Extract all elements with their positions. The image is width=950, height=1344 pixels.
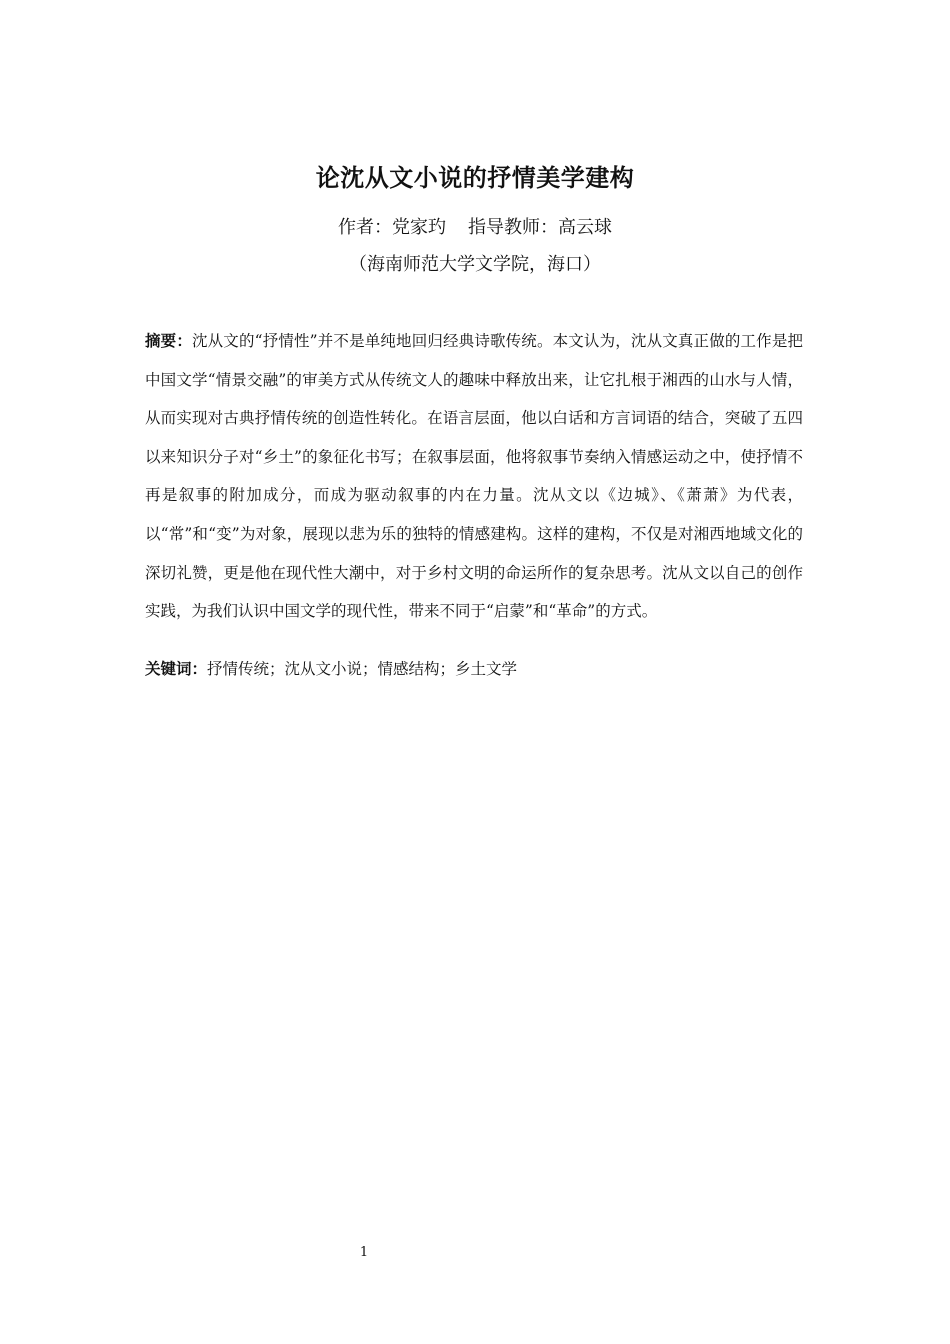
- keywords-text: 抒情传统；沈从文小说；情感结构；乡土文学: [207, 660, 518, 678]
- abstract-text: 沈从文的“抒情性”并不是单纯地回归经典诗歌传统。本文认为，沈从文真正做的工作是把中国文学“情景交融”的审美方式从传统文人的趣味中释放出来，让它扎根于湘西的山水与人情，从而实现对古典抒情传统的创造性转化。在语言层面，他以白话和方言词语的结合，突破了五四以来知识分子对“乡土”的象征化书写；在叙事层面，他将叙事节奏纳入情感运动之中，使抒情不再是叙事的附加成分，而成为驱动叙事的内在力量。沈从文以《边城》、《萧萧》为代表，以“常”和“变”为对象，展现以悲为乐的独特的情感建构。这样的建构，不仅是对湘西地域文化的深切礼赞，更是他在现代性大潮中，对于乡村文明的命运所作的复杂思考。沈从文以自己的创作实践，为我们认识中国文学的现代性，带来不同于“启蒙”和“革命”的方式。: [145, 332, 803, 621]
- keywords-label: 关键词：: [145, 660, 208, 678]
- advisor-label: 指导教师：: [468, 217, 558, 238]
- paper-title: 论沈从文小说的抒情美学建构: [315, 164, 635, 192]
- author-name: 党家玓: [392, 217, 446, 238]
- advisor-name: 高云球: [558, 217, 612, 238]
- page-number: 1: [359, 1245, 369, 1260]
- byline: [0, 215, 950, 241]
- author-label: 作者：: [338, 217, 392, 238]
- keywords: [145, 656, 803, 682]
- affiliation: （海南师范大学文学院，海口）: [349, 254, 601, 275]
- abstract-label: 摘要：: [145, 332, 192, 350]
- abstract: [145, 322, 803, 631]
